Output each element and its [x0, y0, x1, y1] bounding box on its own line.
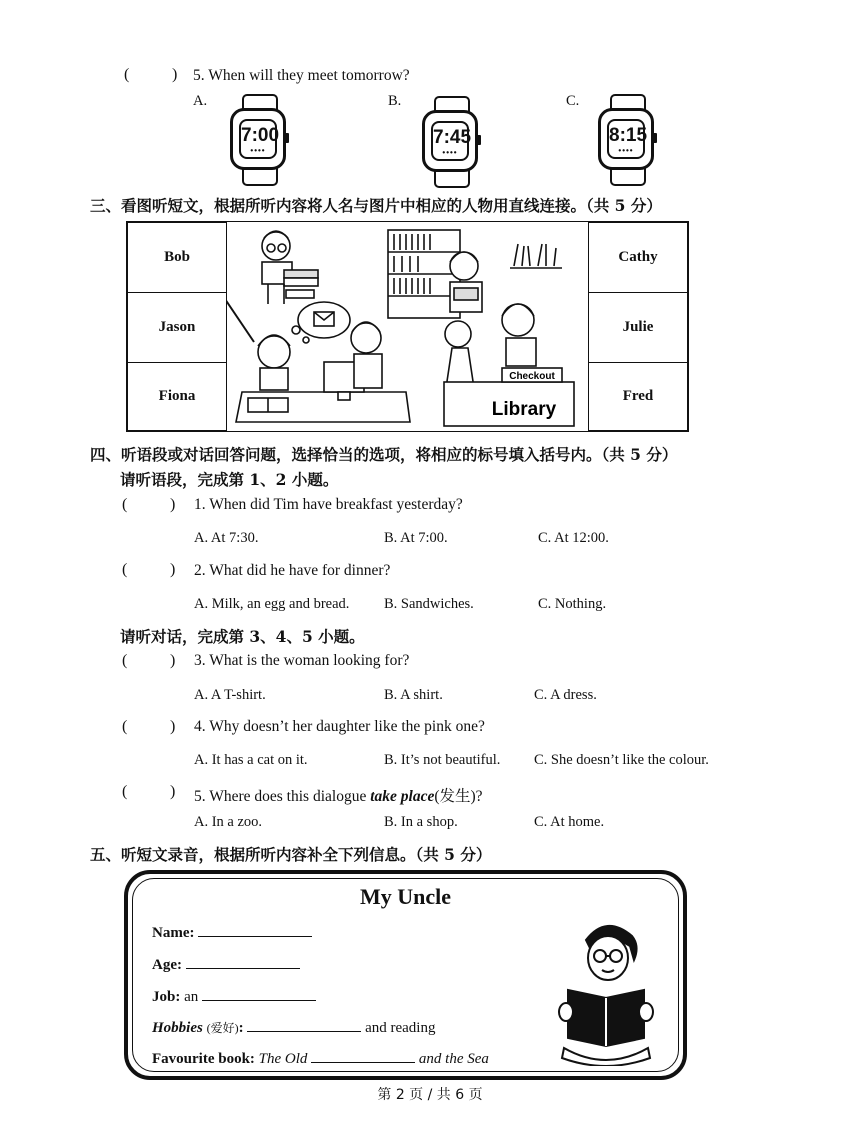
card-title: My Uncle	[359, 884, 452, 909]
watch-icon-c	[596, 94, 660, 186]
question-5-part-a: 5. Where does this dialogue	[194, 788, 371, 805]
section-5-heading: 五、听短文录音，根据所听内容补全下列信息。（共 5 分）	[90, 845, 492, 864]
section-3-heading: 三、看图听短文，根据所听内容将人名与图片中相应的人物用直线连接。（共 5 分）	[90, 196, 662, 215]
q3-option-a: A. A T-shirt.	[194, 687, 266, 703]
watch-dots: ••••	[250, 146, 266, 155]
answer-paren-open: (	[122, 561, 128, 578]
matching-table	[126, 221, 689, 432]
page-footer: 第 2 页 / 共 6 页	[377, 1087, 483, 1103]
option-c-label: C.	[566, 93, 580, 109]
answer-paren-open: (	[122, 652, 128, 669]
watch-time-c: 8:15	[609, 125, 648, 146]
watch-dots: ••••	[442, 148, 458, 157]
my-uncle-card	[124, 870, 687, 1080]
answer-paren-close: )	[172, 66, 178, 83]
job-label: Job:	[152, 989, 181, 1005]
sub-instruction-2: 请听对话，完成第 3、4、5 小题。	[120, 627, 365, 646]
q2-option-c: C. Nothing.	[538, 596, 607, 612]
name-cathy: Cathy	[618, 249, 658, 265]
classroom-library-illustration	[226, 222, 589, 431]
option-a-label: A.	[193, 93, 208, 109]
name-blank[interactable]	[198, 922, 312, 937]
watch-time-b: 7:45	[433, 127, 472, 148]
hobbies-suffix: and reading	[365, 1020, 436, 1036]
answer-paren-open: (	[122, 718, 128, 735]
watch-icon-a	[228, 94, 292, 186]
hobbies-cn: (爱好)	[206, 1021, 239, 1035]
q4-option-b: B. It’s not beautiful.	[384, 752, 501, 768]
age-label: Age:	[152, 957, 182, 973]
name-jason: Jason	[158, 319, 196, 335]
q1-option-c: C. At 12:00.	[538, 530, 609, 546]
question-5-emphasis: take place	[370, 788, 435, 805]
q2-option-a: A. Milk, an egg and bread.	[194, 596, 350, 612]
answer-paren-open: (	[122, 783, 128, 800]
answer-paren-open: (	[124, 66, 130, 83]
name-fiona: Fiona	[158, 388, 196, 404]
q3-option-c: C. A dress.	[534, 687, 597, 703]
hobbies-label: Hobbies	[152, 1020, 203, 1036]
name-label: Name:	[152, 925, 195, 941]
book-label: Favourite book:	[152, 1051, 255, 1067]
book-prefix: The Old	[258, 1051, 308, 1067]
q5-option-c: C. At home.	[534, 814, 605, 830]
watch-dots: ••••	[618, 146, 634, 155]
uncle-reading-illustration	[556, 918, 656, 1066]
library-sign: Library	[491, 399, 557, 420]
question-4-text: 4. Why doesn’t her daughter like the pink one?	[194, 718, 485, 735]
name-fred: Fred	[622, 388, 654, 404]
hobbies-blank[interactable]	[247, 1017, 361, 1032]
job-prefix: an	[184, 989, 199, 1005]
question-5-part-c: (发生)?	[434, 788, 483, 805]
q1-option-b: B. At 7:00.	[384, 530, 448, 546]
name-row	[152, 922, 312, 942]
option-b-label: B.	[388, 93, 402, 109]
name-cell-bob	[127, 222, 227, 293]
question-2-text: 2. What did he have for dinner?	[194, 562, 391, 579]
checkout-sign: Checkout	[509, 371, 555, 382]
answer-paren-close: )	[170, 783, 176, 800]
question-5-text	[194, 784, 483, 806]
q5-option-a: A. In a zoo.	[194, 814, 263, 830]
question-1-text: 1. When did Tim have breakfast yesterday?	[194, 496, 463, 513]
book-row	[152, 1048, 489, 1068]
answer-paren-close: )	[170, 496, 176, 513]
q3-option-b: B. A shirt.	[384, 687, 443, 703]
question-3-text: 3. What is the woman looking for?	[194, 652, 410, 669]
watch-time-a: 7:00	[241, 125, 280, 146]
age-row	[152, 954, 300, 974]
q5-option-b: B. In a shop.	[384, 814, 458, 830]
hobbies-colon: :	[238, 1020, 244, 1036]
name-cell-julie	[588, 292, 688, 363]
q2-option-b: B. Sandwiches.	[384, 596, 474, 612]
age-blank[interactable]	[186, 954, 300, 969]
job-row	[152, 986, 316, 1006]
name-julie: Julie	[622, 319, 654, 335]
name-cell-fiona	[127, 362, 227, 431]
job-blank[interactable]	[202, 986, 316, 1001]
name-cell-jason	[127, 292, 227, 363]
question-text: 5. When will they meet tomorrow?	[193, 67, 410, 84]
book-blank[interactable]	[311, 1048, 415, 1063]
sub-instruction-1: 请听语段，完成第 1、2 小题。	[120, 470, 339, 489]
hobbies-row	[152, 1017, 435, 1037]
book-suffix: and the Sea	[418, 1051, 489, 1067]
answer-paren-open: (	[122, 496, 128, 513]
section-4-heading: 四、听语段或对话回答问题，选择恰当的选项，将相应的标号填入括号内。（共 5 分）	[90, 445, 678, 464]
q1-option-a: A. At 7:30.	[194, 530, 259, 546]
answer-paren-close: )	[170, 652, 176, 669]
name-cell-cathy	[588, 222, 688, 293]
watch-icon-b	[420, 96, 484, 188]
name-bob: Bob	[164, 249, 190, 265]
q4-option-c: C. She doesn’t like the colour.	[534, 752, 709, 768]
answer-paren-close: )	[170, 561, 176, 578]
answer-paren-close: )	[170, 718, 176, 735]
name-cell-fred	[588, 362, 688, 431]
q4-option-a: A. It has a cat on it.	[194, 752, 308, 768]
